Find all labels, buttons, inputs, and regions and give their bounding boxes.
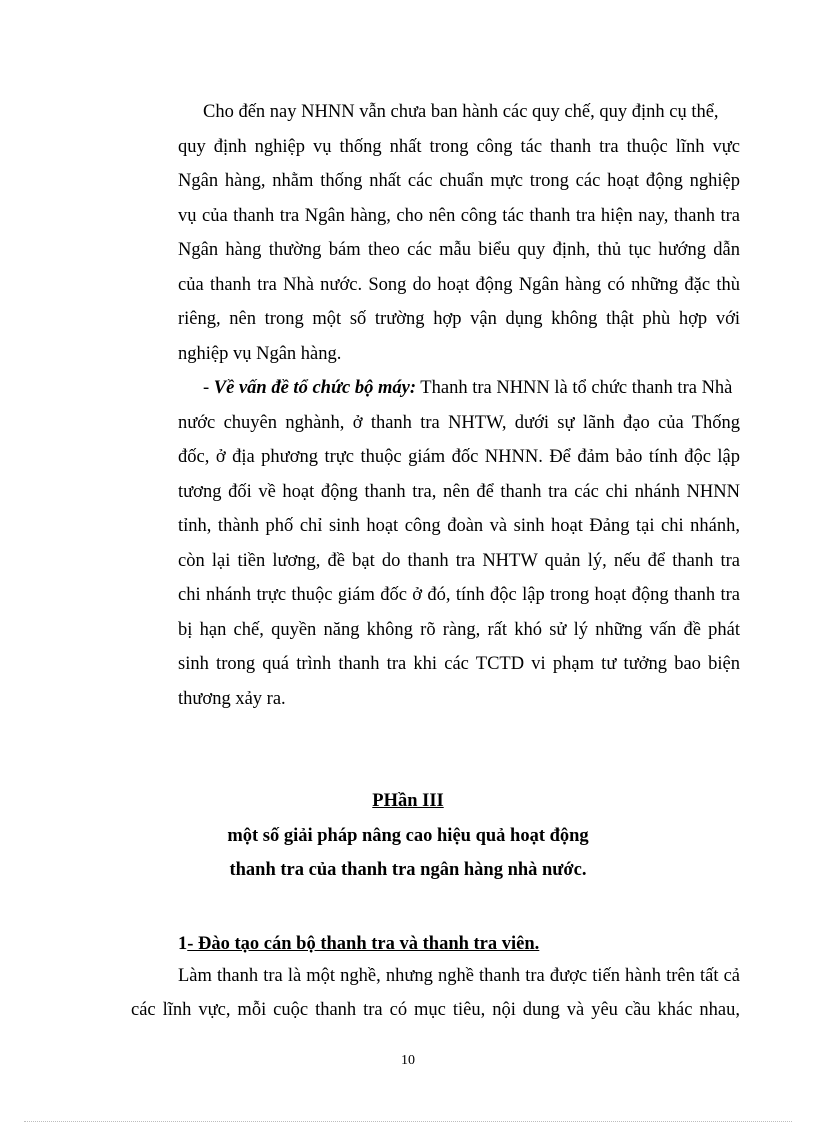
paragraph-1-line-6: của thanh tra Nhà nước. Song do hoạt động Ngân hàng có những đặc thù — [178, 275, 740, 295]
paragraph-2-line-9: sinh trong quá trình thanh tra khi các TCTD vi phạm tư tưởng bao biện — [178, 654, 740, 674]
subsection-heading — [178, 932, 539, 956]
subsection-title: - Đào tạo cán bộ thanh tra và thanh tra viên. — [187, 934, 540, 954]
page-bottom-divider — [24, 1121, 792, 1122]
paragraph-1-line-5: Ngân hàng thường bám theo các mẫu biểu quy định, thủ tục hướng dẫn — [178, 240, 740, 260]
paragraph-2-heading: Về vấn đề tổ chức bộ máy: — [213, 378, 417, 398]
section-subtitle-line-2: thanh tra của thanh tra ngân hàng nhà nước. — [229, 860, 587, 880]
section-subtitle-line-1: một số giải pháp nâng cao hiệu quả hoạt động — [227, 826, 589, 846]
paragraph-2-line-7: chi nhánh trực thuộc giám đốc ở đó, tính độc lập trong hoạt động thanh tra — [178, 585, 740, 605]
paragraph-2-line-1 — [203, 376, 740, 400]
paragraph-2-first-line-rest: Thanh tra NHNN là tổ chức thanh tra Nhà — [416, 378, 733, 398]
paragraph-1-line-2: quy định nghiệp vụ thống nhất trong công tác thanh tra thuộc lĩnh vực — [178, 137, 740, 157]
paragraph-1-line-8: nghiệp vụ Ngân hàng. — [178, 344, 342, 364]
subsection-number: 1 — [178, 934, 188, 954]
paragraph-1-line-4: vụ của thanh tra Ngân hàng, cho nên công tác thanh tra hiện nay, thanh tra — [178, 206, 740, 226]
page-number: 10 — [401, 1053, 415, 1068]
section-title: PHần III — [372, 791, 444, 811]
paragraph-2-line-10: thương xảy ra. — [178, 689, 286, 709]
paragraph-2-dash: - — [203, 378, 214, 398]
paragraph-1-line-7: riêng, nên trong một số trường hợp vận dụng không thật phù hợp với — [178, 309, 740, 329]
paragraph-2-line-3: đốc, ở địa phương trực thuộc giám đốc NHNN. Để đảm bảo tính độc lập — [178, 447, 740, 467]
paragraph-2-line-5: tỉnh, thành phố chỉ sinh hoạt công đoàn và sinh hoạt Đảng tại chi nhánh, — [178, 516, 740, 536]
paragraph-3-line-2: các lĩnh vực, mỗi cuộc thanh tra có mục tiêu, nội dung và yêu cầu khác nhau, — [131, 1000, 740, 1020]
paragraph-1-line-3: Ngân hàng, nhằm thống nhất các chuẩn mực trong các hoạt động nghiệp — [178, 171, 740, 191]
paragraph-2-line-8: bị hạn chế, quyền năng không rõ ràng, rất khó sử lý những vấn đề phát — [178, 620, 740, 640]
paragraph-1-line-1: Cho đến nay NHNN vẫn chưa ban hành các quy chế, quy định cụ thể, — [203, 102, 719, 122]
paragraph-2-line-6: còn lại tiền lương, đề bạt do thanh tra NHTW quản lý, nếu để thanh tra — [178, 551, 740, 571]
paragraph-2-line-4: tương đối về hoạt động thanh tra, nên để thanh tra các chi nhánh NHNN — [178, 482, 740, 502]
paragraph-3-line-1: Làm thanh tra là một nghề, nhưng nghề thanh tra được tiến hành trên tất cả — [178, 966, 740, 986]
paragraph-2-line-2: nước chuyên nghành, ở thanh tra NHTW, dưới sự lãnh đạo của Thống — [178, 413, 740, 433]
